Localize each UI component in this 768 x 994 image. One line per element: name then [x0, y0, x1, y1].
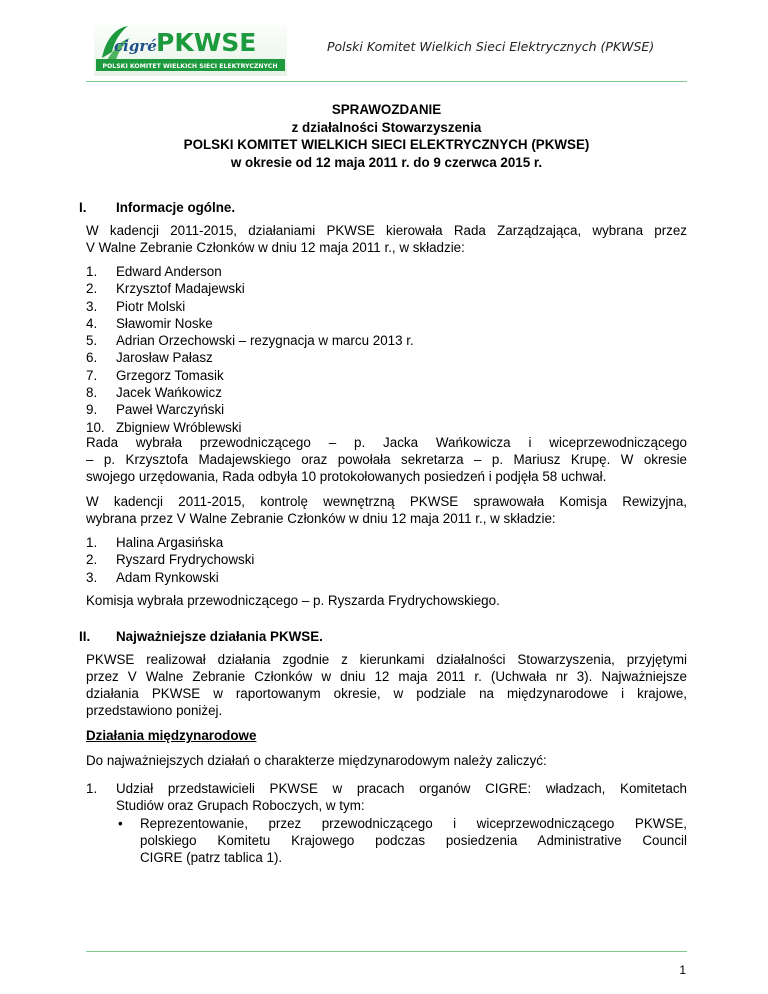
- list-item: 3. Adam Rynkowski: [86, 569, 219, 585]
- title-line: w okresie od 12 maja 2011 r. do 9 czerwca 2015 r.: [230, 154, 543, 170]
- list-number: 1.: [86, 781, 98, 796]
- svg-text:cigré: cigré: [114, 37, 157, 55]
- list-item: 6. Jarosław Pałasz: [86, 350, 213, 366]
- paragraph: PKWSE realizował działania zgodnie z kierunkami działalności Stowarzyszenia, przyjętymi przez V Walne Zebranie Członków w dniu 12 maja 2011 r. (Uchwała nr 3). Najważniejsze działania PKWSE w raportowanym okresie, w podziale na międzynarodowe i krajowe, przedstawiono poniżej.: [86, 652, 687, 718]
- list-item: 1. Halina Argasińska: [86, 535, 224, 550]
- subsection-heading: Działania międzynarodowe: [86, 728, 257, 743]
- list-item: 1. Edward Anderson: [86, 264, 222, 279]
- section-number: II.: [79, 629, 91, 644]
- list-item: 2. Ryszard Frydrychowski: [86, 552, 255, 568]
- title-line: SPRAWOZDANIE: [331, 102, 442, 117]
- paragraph: Rada wybrała przewodniczącego – p. Jacka Wańkowicza i wiceprzewodniczącego – p. Krzysztofa Madajewskiego oraz powołała sekretarza – p. Mariusz Krupę. W okresie swojego urzędowania, Rada odbyła 10 protokołowanych posiedzeń i podjęła 58 uchwał.: [86, 435, 687, 484]
- list-item: 3. Piotr Molski: [86, 298, 186, 314]
- section-heading: [79, 199, 235, 216]
- header-divider: [86, 81, 687, 82]
- title-line: POLSKI KOMITET WIELKICH SIECI ELEKTRYCZNYCH (PKWSE): [183, 137, 590, 152]
- bullet-item: • Reprezentowanie, przez przewodniczącego i wiceprzewodniczącego PKWSE, polskiego Komitetu Krajowego podczas posiedzenia Administrative Council CIGRE (patrz tablica 1).: [118, 816, 687, 865]
- title-line: z działalności Stowarzyszenia: [291, 119, 482, 135]
- list-item: 5. Adrian Orzechowski – rezygnacja w marcu 2013 r.: [86, 333, 414, 349]
- list-item: [86, 780, 687, 814]
- svg-text:PKWSE: PKWSE: [156, 28, 257, 57]
- footer-divider: [86, 951, 687, 952]
- page-number: 1: [679, 963, 686, 977]
- section-number: I.: [79, 200, 87, 215]
- list-item-text: Udział przedstawicieli PKWSE w pracach organów CIGRE: władzach, Komitetach Studiów oraz Grupach Roboczych, w tym:: [116, 781, 687, 813]
- list-item: 4. Sławomir Noske: [86, 315, 213, 331]
- bullet-icon: •: [118, 816, 123, 831]
- audit-committee-list: [86, 534, 254, 586]
- header-title: Polski Komitet Wielkich Sieci Elektrycznych (PKWSE): [327, 39, 655, 54]
- list-item: 2. Krzysztof Madajewski: [86, 281, 245, 297]
- svg-text:POLSKI KOMITET WIELKICH SIECI: POLSKI KOMITET WIELKICH SIECI ELEKTRYCZNYCH: [102, 63, 278, 70]
- paragraph: W kadencji 2011-2015, działaniami PKWSE kierowała Rada Zarządzająca, wybrana przez V Walne Zebranie Członków w dniu 12 maja 2011 r., w składzie:: [86, 223, 687, 255]
- paragraph: Do najważniejszych działań o charakterze międzynarodowym należy zaliczyć:: [86, 753, 547, 768]
- section-title: Informacje ogólne.: [116, 200, 236, 215]
- report-title: [86, 101, 687, 171]
- list-item: 9. Paweł Warczyński: [86, 402, 225, 418]
- list-item: 7. Grzegorz Tomasik: [86, 367, 224, 383]
- board-members-list: [86, 263, 414, 436]
- list-item: 8. Jacek Wańkowicz: [86, 385, 222, 401]
- paragraph: Komisja wybrała przewodniczącego – p. Ryszarda Frydrychowskiego.: [86, 593, 500, 608]
- list-item: 10. Zbigniew Wróblewski: [86, 419, 242, 435]
- section-title: Najważniejsze działania PKWSE.: [116, 629, 323, 644]
- section-heading: [79, 628, 323, 645]
- pkwse-logo: [94, 18, 287, 76]
- paragraph: W kadencji 2011-2015, kontrolę wewnętrzną PKWSE sprawowała Komisja Rewizyjna, wybrana przez V Walne Zebranie Członków w dniu 12 maja 2011 r., w składzie:: [86, 494, 687, 526]
- cigre-logo-icon: [94, 18, 287, 76]
